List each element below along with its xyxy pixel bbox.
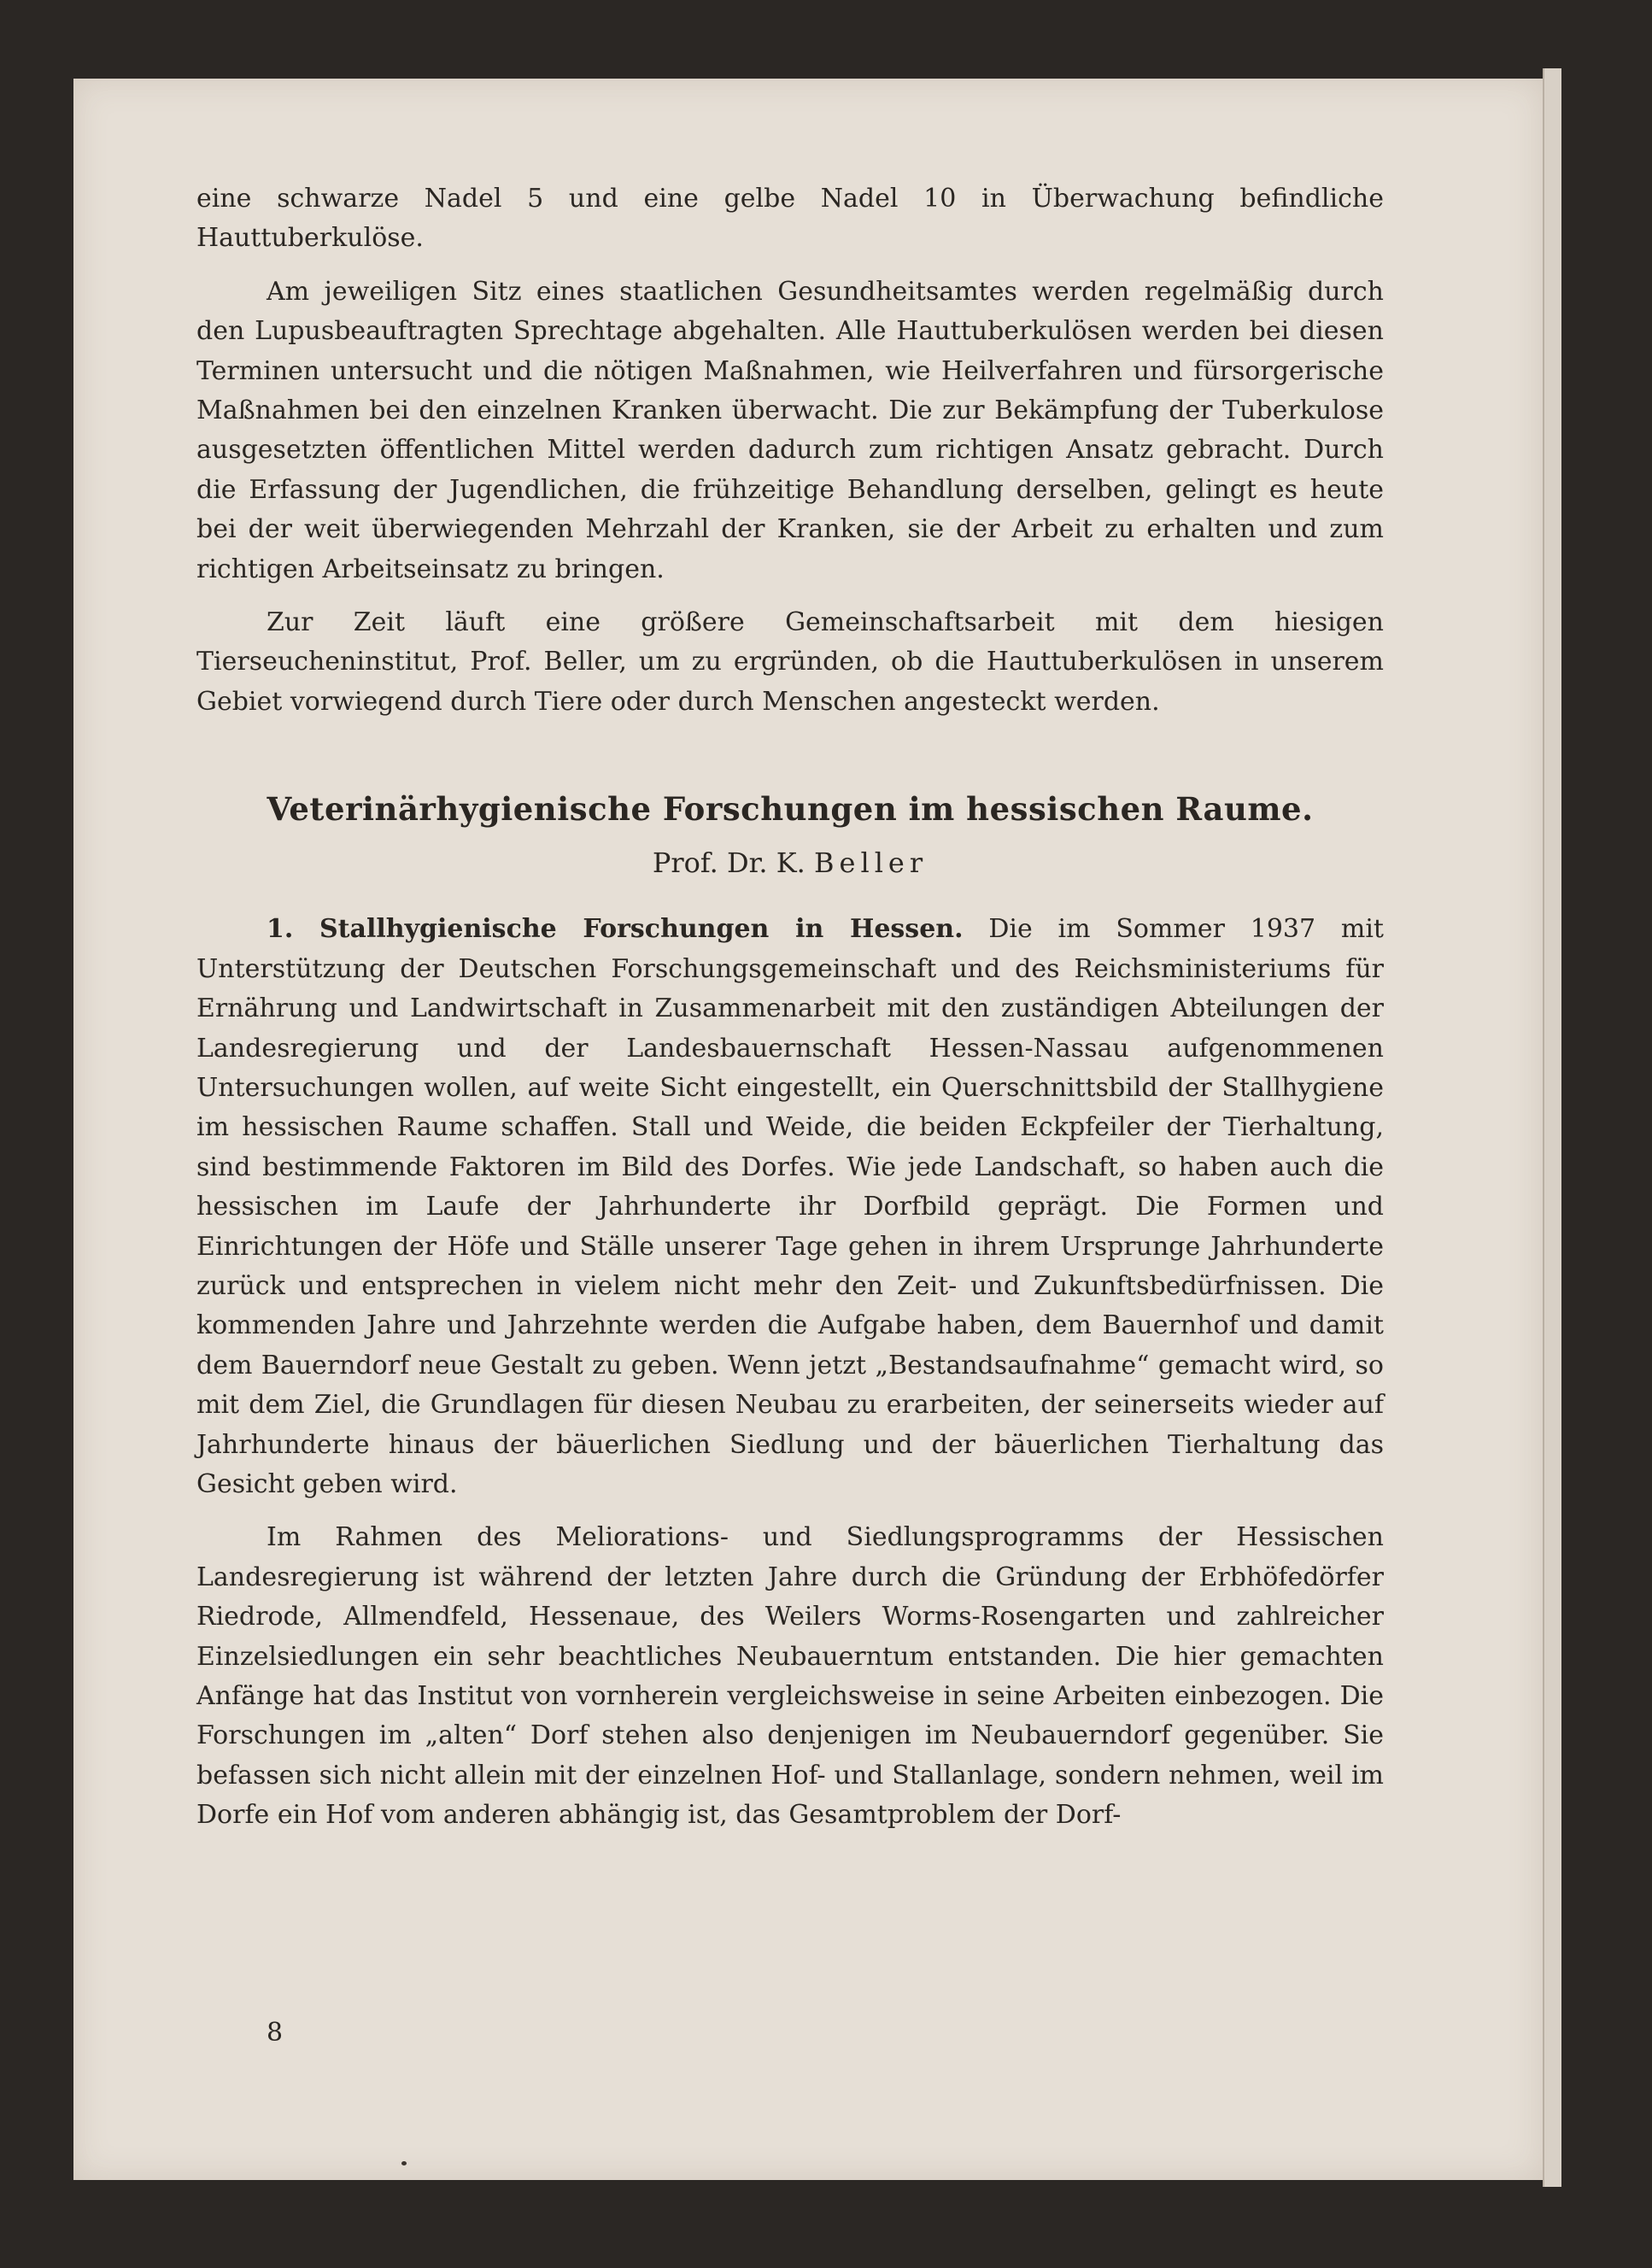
- subsection-text: Die im Sommer 1937 mit Unterstützung der Deutschen Forschungsgemeinschaft und des Reichsministeriums für Ernährung und Landwirtschaft in Zusammenarbeit mit den zuständigen Abteilungen der Landesregierung und der Landesbauernschaft Hessen-Nassau aufgenommenen Untersuchungen wollen, auf weite Sicht eingestellt, ein Querschnittsbild der Stallhygiene im hessischen Raume schaffen. Stall und Weide, die beiden Eckpfeiler der Tierhaltung, sind bestimmende Faktoren im Bild des Dorfes. Wie jede Landschaft, so haben auch die hessischen im Laufe der Jahrhunderte ihr Dorfbild geprägt. Die Formen und Einrichtungen der Höfe und Ställe unserer Tage gehen in ihrem Ursprunge Jahrhunderte zurück und entsprechen in vielem nicht mehr den Zeit- und Zukunftsbedürfnissen. Die kommenden Jahre und Jahrzehnte werden die Aufgabe haben, dem Bauernhof und damit dem Bauerndorf neue Gestalt zu geben. Wenn jetzt „Bestandsaufnahme“ gemacht wird, so mit dem Ziel, die Grundlagen für diesen Neubau zu erarbeiten, der seinerseits wieder auf Jahrhunderte hinaus der bäuerlichen Siedlung und der bäuerlichen Tierhaltung das Gesicht geben wird.: [196, 914, 1384, 1499]
- page-number: 8: [267, 2018, 284, 2048]
- ink-speck: [401, 2161, 407, 2165]
- author-line: [196, 841, 1384, 884]
- page-text-block: [196, 179, 1384, 1849]
- paragraph-2: Am jeweiligen Sitz eines staatlichen Gesundheitsamtes werden regelmäßig durch den Lupusbeauftragten Sprechtage abgehalten. Alle Hauttuberkulösen werden bei diesen Terminen untersucht und die nötigen Maßnahmen, wie Heilverfahren und fürsorgerische Maßnahmen bei den einzelnen Kranken überwacht. Die zur Bekämpfung der Tuberkulose ausgesetzten öffentlichen Mittel werden dadurch zum richtigen Ansatz gebracht. Durch die Erfassung der Jugendlichen, die frühzeitige Behandlung derselben, gelingt es heute bei der weit überwiegenden Mehrzahl der Kranken, sie der Arbeit zu erhalten und zum richtigen Arbeitseinsatz zu bringen.: [196, 276, 1384, 584]
- author-prefix: Prof. Dr. K.: [652, 847, 805, 880]
- subsection-paragraph: [196, 910, 1384, 1504]
- subsection-label: 1. Stallhygienische Forschungen in Hessen.: [267, 914, 964, 945]
- paragraph-3: Zur Zeit läuft eine größere Gemeinschaftsarbeit mit dem hiesigen Tierseucheninstitut, Prof. Beller, um zu ergründen, ob die Hauttuberkulösen in unserem Gebiet vorwiegend durch Tiere oder durch Menschen angesteckt werden.: [196, 607, 1384, 717]
- author-name: Beller: [814, 847, 929, 880]
- paragraph-1: eine schwarze Nadel 5 und eine gelbe Nadel 10 in Überwachung befindliche Hauttuberkulöse.: [196, 184, 1384, 254]
- section-title: Veterinärhygienische Forschungen im hessischen Raume.: [267, 790, 1314, 829]
- paragraph-last: Im Rahmen des Meliorations- und Siedlungsprogramms der Hessischen Landesregierung ist während der letzten Jahre durch die Gründung der Erbhöfedörfer Riedrode, Allmendfeld, Hessenaue, des Weilers Worms-Rosengarten und zahlreicher Einzelsiedlungen ein sehr beachtliches Neubauerntum entstanden. Die hier gemachten Anfänge hat das Institut von vornherein vergleichsweise in seine Arbeiten einbezogen. Die Forschungen im „alten“ Dorf stehen also denjenigen im Neubauerndorf gegenüber. Sie befassen sich nicht allein mit der einzelnen Hof- und Stallanlage, sondern nehmen, weil im Dorfe ein Hof vom anderen abhängig ist, das Gesamtproblem der Dorf-: [196, 1522, 1384, 1831]
- page-edge: [1543, 68, 1561, 2187]
